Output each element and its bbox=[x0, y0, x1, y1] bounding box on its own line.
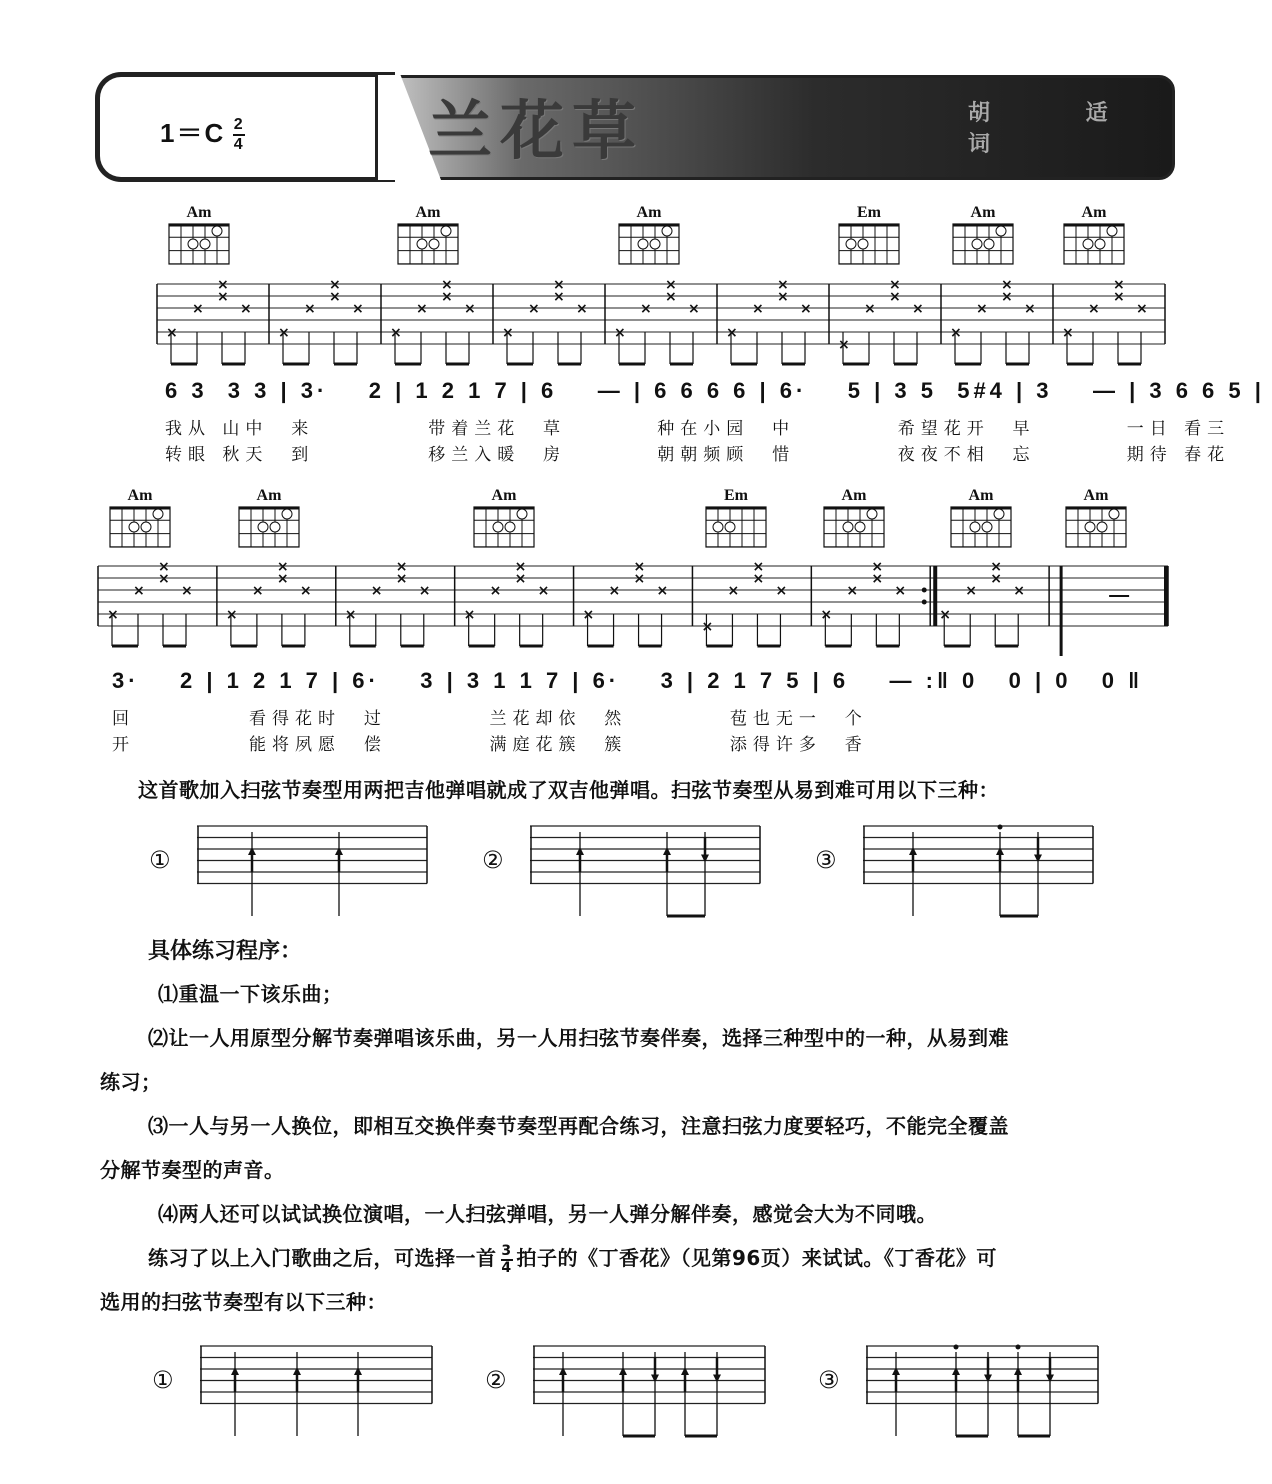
svg-text:×: × bbox=[1113, 278, 1125, 293]
svg-text:×: × bbox=[1013, 583, 1025, 599]
svg-text:×: × bbox=[395, 560, 408, 575]
svg-text:×: × bbox=[726, 325, 738, 341]
rhythm-staff-2 bbox=[0, 560, 1272, 670]
svg-text:×: × bbox=[225, 607, 238, 623]
chord-diagram-am bbox=[166, 204, 232, 266]
chord-grid bbox=[472, 505, 536, 549]
svg-text:×: × bbox=[278, 325, 290, 341]
svg-text:×: × bbox=[217, 278, 229, 293]
svg-text:×: × bbox=[889, 278, 901, 293]
svg-text:×: × bbox=[688, 301, 700, 317]
svg-text:×: × bbox=[416, 301, 428, 317]
svg-text:×: × bbox=[871, 571, 884, 587]
svg-text:×: × bbox=[912, 301, 924, 317]
svg-text:×: × bbox=[640, 301, 652, 317]
svg-text:×: × bbox=[633, 571, 646, 587]
next-time-top: 3 bbox=[501, 1242, 512, 1259]
chord-name: Am bbox=[415, 204, 441, 221]
chord-grid bbox=[837, 222, 901, 266]
lyricist-credit: 胡 适 词 bbox=[968, 101, 1112, 157]
svg-text:×: × bbox=[107, 607, 119, 623]
svg-text:×: × bbox=[370, 583, 383, 599]
chord-name: Am bbox=[968, 487, 994, 504]
chord-diagram-em bbox=[836, 204, 902, 266]
lyrics-row-2-verse-2: 开 能将夙愿 偿 满庭花簇 簇 添得许多 香 bbox=[112, 735, 868, 755]
svg-text:×: × bbox=[537, 583, 550, 599]
chord-name: Am bbox=[1081, 204, 1107, 221]
svg-text:×: × bbox=[463, 607, 476, 623]
chord-name: Am bbox=[256, 487, 282, 504]
step-3-line-2: 分解节奏型的声音。 bbox=[100, 1158, 285, 1182]
lyrics-row-1-verse-1: 我从 山中 来 带着兰花 草 种在小园 中 希望花开 早 一日 看三 bbox=[165, 419, 1231, 439]
pattern-number: ② bbox=[485, 1366, 507, 1394]
svg-text:×: × bbox=[775, 583, 788, 599]
svg-text:×: × bbox=[846, 583, 859, 599]
step-4: ⑷两人还可以试试换位演唱，一人扫弦弹唱，另一人弹分解伴奏，感觉会大为不同哦。 bbox=[158, 1202, 937, 1226]
svg-text:×: × bbox=[329, 278, 341, 293]
step-1: ⑴重温一下该乐曲； bbox=[158, 982, 343, 1006]
svg-text:×: × bbox=[752, 571, 765, 587]
chord-diagram-am bbox=[395, 204, 461, 266]
svg-text:×: × bbox=[395, 571, 408, 587]
chord-grid bbox=[167, 222, 231, 266]
pattern-number: ① bbox=[149, 846, 171, 874]
svg-text:×: × bbox=[838, 337, 850, 353]
chord-diagram-am bbox=[236, 487, 302, 549]
svg-text:×: × bbox=[608, 583, 621, 599]
svg-text:×: × bbox=[217, 289, 229, 305]
chord-grid bbox=[237, 505, 301, 549]
svg-text:×: × bbox=[1024, 301, 1036, 317]
strum-pattern-③ bbox=[866, 1344, 1108, 1444]
svg-text:×: × bbox=[777, 289, 789, 305]
next-text-a: 练习了以上入门歌曲之后，可选择一首 bbox=[148, 1246, 497, 1270]
pattern-number: ③ bbox=[815, 846, 837, 874]
step-3-line-1: ⑶一人与另一人换位，即相互交换伴奏节奏型再配合练习，注意扫弦力度要轻巧，不能完全覆盖 bbox=[148, 1114, 1009, 1138]
svg-text:×: × bbox=[502, 325, 514, 341]
chord-grid bbox=[1062, 222, 1126, 266]
svg-text:×: × bbox=[158, 560, 170, 575]
strum-pattern-③ bbox=[863, 824, 1103, 924]
step-2-line-1: ⑵让一人用原型分解节奏弹唱该乐曲，另一人用扫弦节奏伴奏，选择三种型中的一种，从易到难 bbox=[148, 1026, 1009, 1050]
svg-text:×: × bbox=[1113, 289, 1125, 305]
svg-text:×: × bbox=[665, 278, 677, 293]
svg-text:×: × bbox=[251, 583, 264, 599]
key-label: 1＝C bbox=[160, 118, 226, 148]
svg-text:×: × bbox=[752, 301, 764, 317]
svg-text:×: × bbox=[299, 583, 312, 599]
svg-text:×: × bbox=[752, 560, 765, 575]
chord-name: Em bbox=[857, 204, 881, 221]
key-signature-box bbox=[95, 72, 395, 182]
svg-text:×: × bbox=[1062, 325, 1074, 341]
svg-text:×: × bbox=[464, 301, 476, 317]
svg-text:×: × bbox=[553, 278, 565, 293]
key-signature bbox=[160, 113, 245, 153]
svg-text:×: × bbox=[665, 289, 677, 305]
chord-name: Am bbox=[636, 204, 662, 221]
chord-name: Am bbox=[186, 204, 212, 221]
notation-row-1: 6 3 3 3 | 3· 2 | 1 2 1 7 | 6 — | 6 6 6 6 | 6· 5 | 3 5 5#4 | 3 — | 3 6 6 5 | bbox=[165, 378, 1265, 403]
next-line-1 bbox=[148, 1236, 997, 1280]
svg-text:×: × bbox=[133, 583, 145, 599]
svg-text:×: × bbox=[950, 325, 962, 341]
intro-text: 这首歌加入扫弦节奏型用两把吉他弹唱就成了双吉他弹唱。扫弦节奏型从易到难可用以下三种： bbox=[138, 778, 999, 802]
svg-text:×: × bbox=[181, 583, 193, 599]
svg-text:×: × bbox=[800, 301, 812, 317]
svg-text:×: × bbox=[1136, 301, 1148, 317]
notation-row-2: 3· 2 | 1 2 1 7 | 6· 3 | 3 1 1 7 | 6· 3 | 2 1 7 5 | 6 — :‖ 0 0 | 0 0 ‖ bbox=[112, 668, 1144, 693]
chord-name: Am bbox=[127, 487, 153, 504]
svg-text:×: × bbox=[894, 583, 907, 599]
svg-text:×: × bbox=[582, 607, 595, 623]
svg-text:×: × bbox=[939, 607, 951, 623]
chord-diagram-am bbox=[107, 487, 173, 549]
svg-text:×: × bbox=[276, 560, 289, 575]
chord-grid bbox=[951, 222, 1015, 266]
svg-text:×: × bbox=[965, 583, 977, 599]
chord-diagram-am bbox=[1061, 204, 1127, 266]
lyrics-row-2-verse-1: 回 看得花时 过 兰花却依 然 苞也无一 个 bbox=[112, 709, 868, 729]
chord-grid bbox=[617, 222, 681, 266]
svg-text:×: × bbox=[528, 301, 540, 317]
time-top: 2 bbox=[233, 116, 245, 134]
chord-diagram-am bbox=[948, 487, 1014, 549]
svg-text:×: × bbox=[352, 301, 364, 317]
strum-pattern-② bbox=[530, 824, 770, 924]
chord-name: Am bbox=[970, 204, 996, 221]
rhythm-staff-1 bbox=[0, 278, 1272, 388]
pattern-number: ① bbox=[152, 1366, 174, 1394]
svg-text:×: × bbox=[240, 301, 252, 317]
time-bottom: 4 bbox=[233, 136, 245, 154]
strum-pattern-① bbox=[200, 1344, 442, 1444]
chord-name: Am bbox=[1083, 487, 1109, 504]
svg-text:×: × bbox=[1001, 278, 1013, 293]
chord-diagram-am bbox=[821, 487, 887, 549]
svg-text:×: × bbox=[344, 607, 357, 623]
song-title: 兰花草 bbox=[428, 95, 644, 169]
svg-text:×: × bbox=[390, 325, 402, 341]
step-2-line-2: 练习； bbox=[100, 1070, 162, 1094]
svg-text:×: × bbox=[820, 607, 833, 623]
next-text-b: 拍子的《丁香花》（见第96页）来试试。《丁香花》可 bbox=[516, 1246, 997, 1270]
svg-text:×: × bbox=[976, 301, 988, 317]
chord-diagram-am bbox=[950, 204, 1016, 266]
chord-grid bbox=[108, 505, 172, 549]
strum-pattern-② bbox=[533, 1344, 775, 1444]
next-time-signature bbox=[501, 1242, 513, 1276]
svg-text:×: × bbox=[514, 560, 527, 575]
svg-text:×: × bbox=[276, 571, 289, 587]
chord-grid bbox=[396, 222, 460, 266]
pattern-number: ② bbox=[482, 846, 504, 874]
svg-text:×: × bbox=[192, 301, 204, 317]
svg-text:×: × bbox=[304, 301, 316, 317]
svg-text:×: × bbox=[166, 325, 178, 341]
chord-diagram-am bbox=[471, 487, 537, 549]
title-band bbox=[375, 75, 1175, 180]
chord-grid bbox=[704, 505, 768, 549]
svg-text:×: × bbox=[514, 571, 527, 587]
chord-name: Am bbox=[491, 487, 517, 504]
svg-text:×: × bbox=[329, 289, 341, 305]
svg-text:×: × bbox=[990, 560, 1002, 575]
chord-name: Em bbox=[724, 487, 748, 504]
svg-text:×: × bbox=[990, 571, 1002, 587]
svg-text:×: × bbox=[441, 289, 453, 305]
pattern-number: ③ bbox=[818, 1366, 840, 1394]
chord-diagram-em bbox=[703, 487, 769, 549]
procedure-heading: 具体练习程序： bbox=[148, 939, 303, 964]
svg-text:×: × bbox=[727, 583, 740, 599]
svg-text:×: × bbox=[633, 560, 646, 575]
next-time-bottom: 4 bbox=[501, 1259, 512, 1276]
svg-text:×: × bbox=[1088, 301, 1100, 317]
svg-text:×: × bbox=[864, 301, 876, 317]
svg-text:×: × bbox=[441, 278, 453, 293]
chord-grid bbox=[1064, 505, 1128, 549]
strum-pattern-① bbox=[197, 824, 437, 924]
svg-text:×: × bbox=[777, 278, 789, 293]
chord-name: Am bbox=[841, 487, 867, 504]
svg-text:×: × bbox=[553, 289, 565, 305]
svg-text:×: × bbox=[576, 301, 588, 317]
lyrics-row-1-verse-2: 转眼 秋天 到 移兰入暖 房 朝朝频顾 惜 夜夜不相 忘 期待 春花 bbox=[165, 445, 1231, 465]
svg-text:×: × bbox=[656, 583, 669, 599]
svg-text:×: × bbox=[614, 325, 626, 341]
chord-diagram-am bbox=[1063, 487, 1129, 549]
svg-text:×: × bbox=[871, 560, 884, 575]
svg-text:×: × bbox=[489, 583, 502, 599]
chord-diagram-am bbox=[616, 204, 682, 266]
next-line-2: 选用的扫弦节奏型有以下三种： bbox=[100, 1290, 387, 1314]
svg-text:×: × bbox=[158, 571, 170, 587]
chord-grid bbox=[949, 505, 1013, 549]
svg-text:×: × bbox=[418, 583, 431, 599]
svg-text:×: × bbox=[1001, 289, 1013, 305]
chord-grid bbox=[822, 505, 886, 549]
svg-text:×: × bbox=[889, 289, 901, 305]
svg-text:×: × bbox=[701, 619, 714, 635]
time-signature bbox=[233, 117, 245, 153]
